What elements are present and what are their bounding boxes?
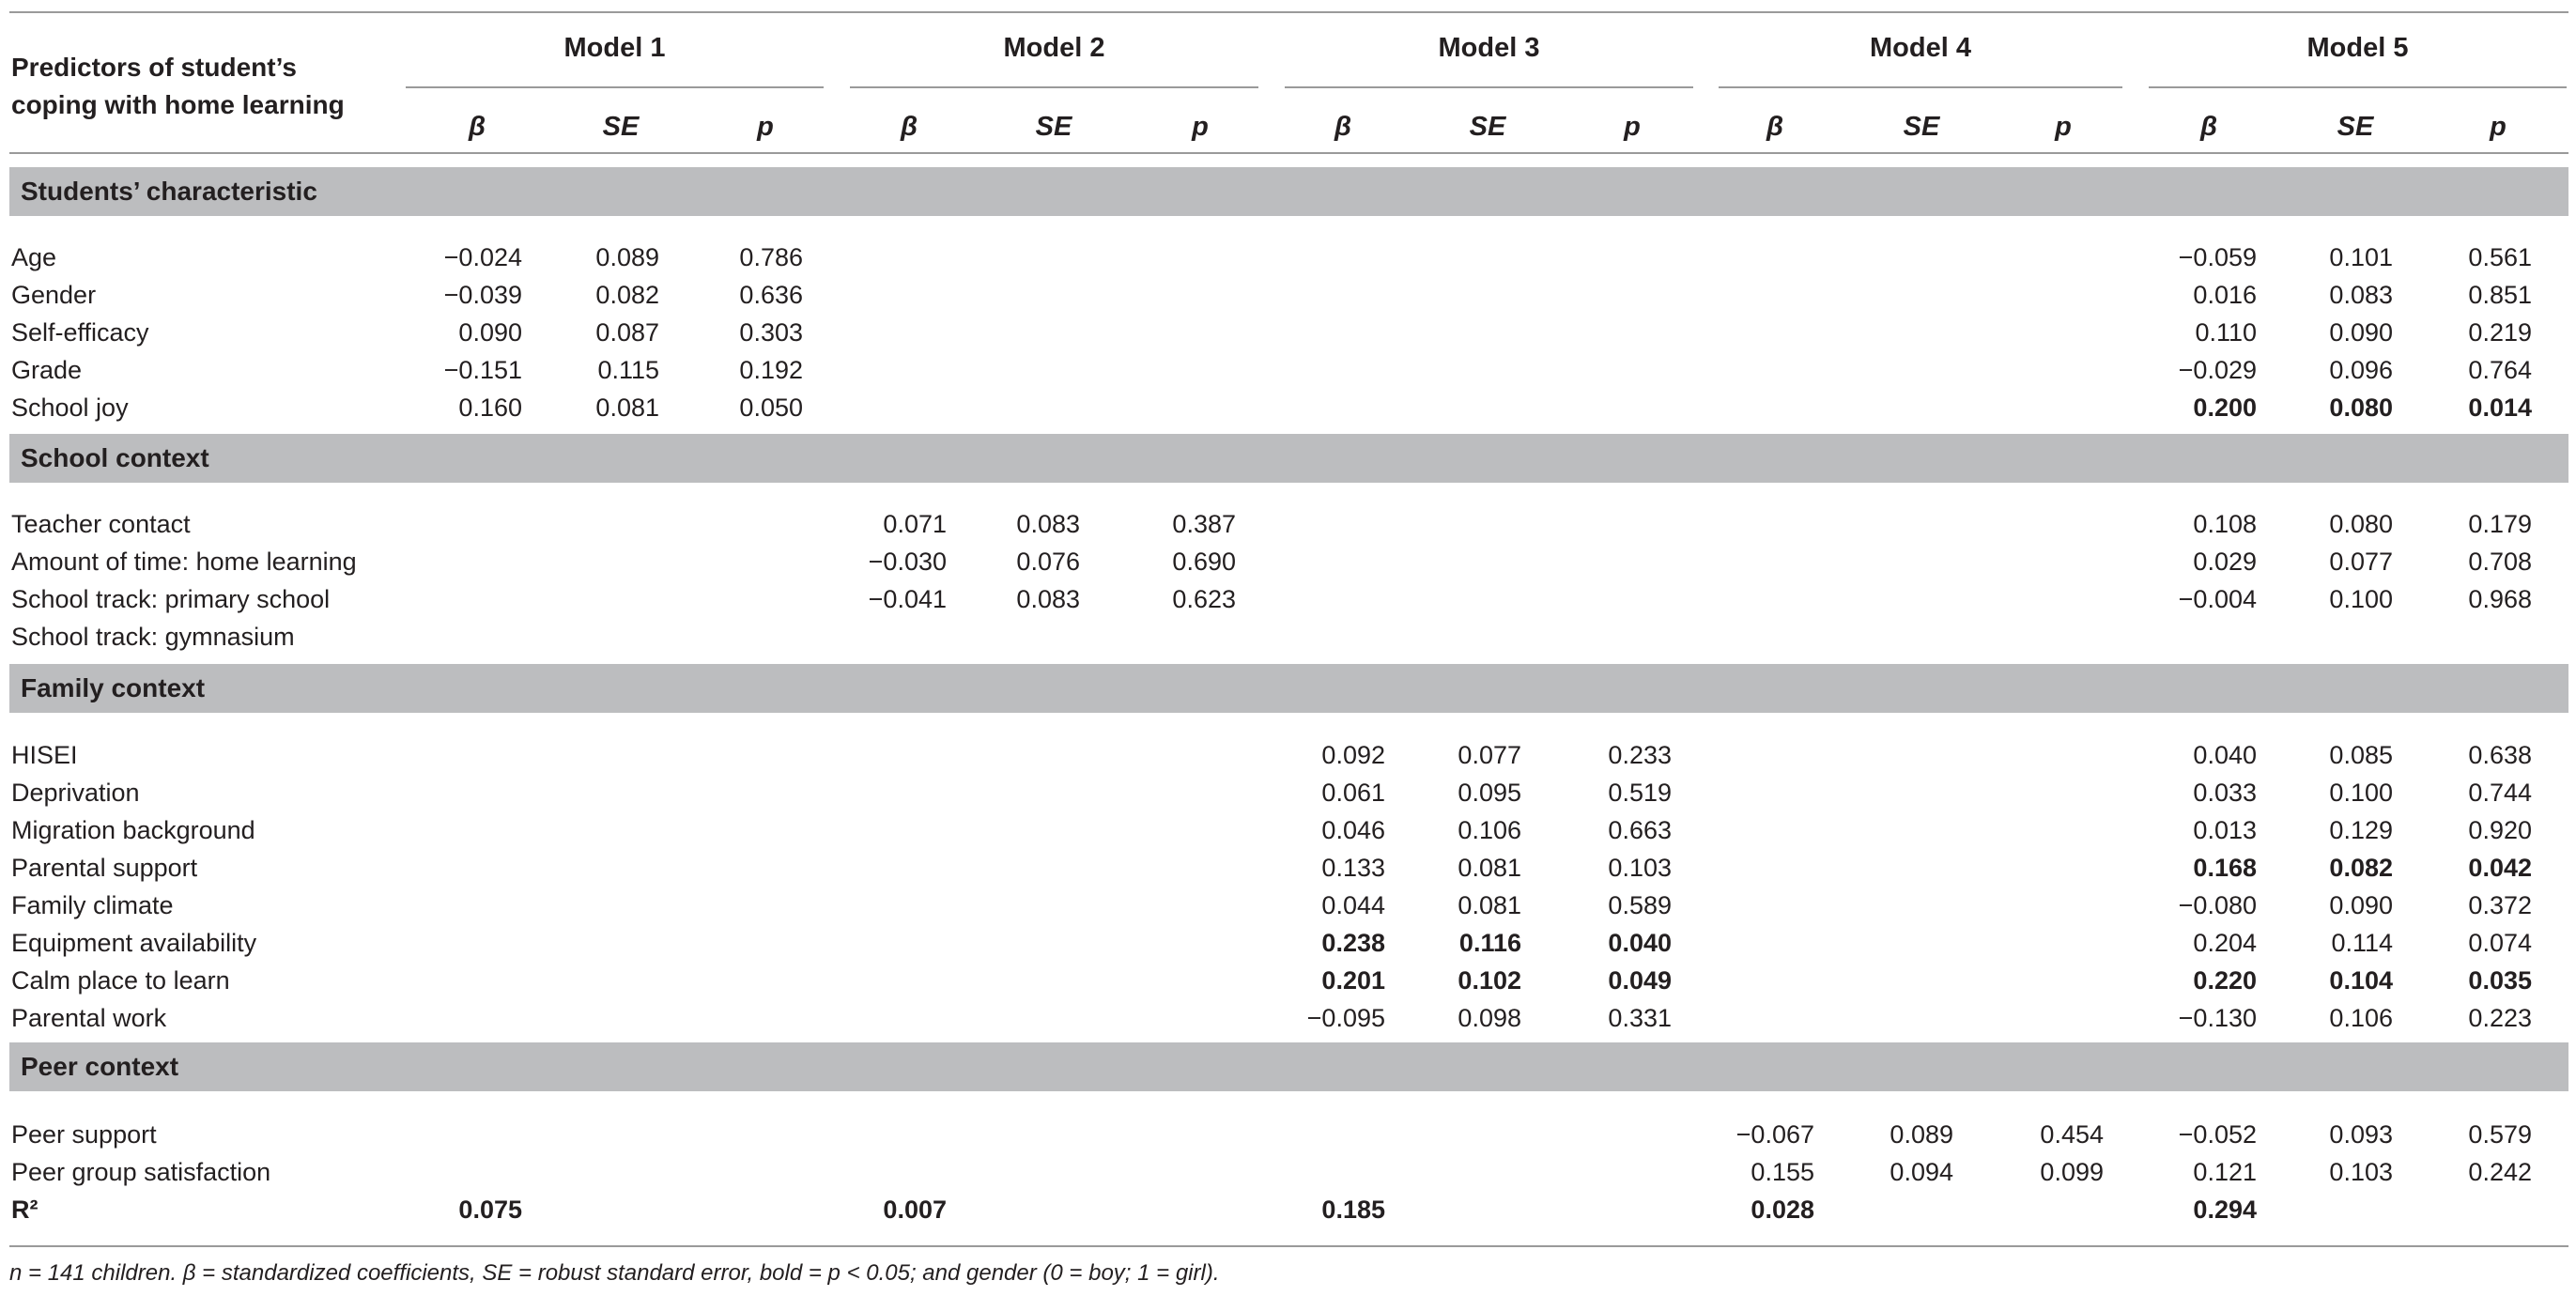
table-cell-model-5-se: 0.093 <box>2329 1120 2393 1149</box>
table-cell-model-5-p: 0.638 <box>2468 741 2532 769</box>
model-4-p-header: p <box>2055 112 2072 142</box>
r2-value-model-3: 0.185 <box>1321 1196 1385 1224</box>
table-cell-model-2-beta: −0.041 <box>868 585 947 613</box>
model-4-header: Model 4 <box>1870 33 1971 63</box>
table-cell-model-5-beta: −0.059 <box>2178 243 2257 271</box>
table-cell-model-2-p: 0.387 <box>1172 510 1236 538</box>
table-cell-model-1-se: 0.082 <box>595 281 659 309</box>
table-cell-model-4-se: 0.094 <box>1890 1158 1953 1186</box>
table-cell-model-5-se: 0.106 <box>2329 1004 2393 1032</box>
table-footnote: n = 141 children. β = standardized coefficients, SE = robust standard error, bold = p < 0.05; and gender (0 = boy; 1 = girl). <box>9 1260 1220 1286</box>
row-label: Parental support <box>11 854 198 882</box>
model-1-beta-header: β <box>469 112 486 142</box>
table-cell-model-5-beta: 0.204 <box>2193 929 2257 957</box>
table-cell-model-5-p: 0.920 <box>2468 816 2532 844</box>
table-cell-model-5-se: 0.083 <box>2329 281 2393 309</box>
model-2-se-header: SE <box>1035 112 1072 142</box>
table-cell-model-5-se: 0.080 <box>2329 393 2393 422</box>
model-5-se-header: SE <box>2337 112 2374 142</box>
table-cell-model-3-beta: 0.092 <box>1321 741 1385 769</box>
table-cell-model-5-beta: 0.200 <box>2193 393 2257 422</box>
model-5-rule <box>2149 86 2567 88</box>
row-label: Self-efficacy <box>11 318 149 347</box>
row-label: Amount of time: home learning <box>11 548 357 576</box>
table-cell-model-2-beta: 0.071 <box>883 510 947 538</box>
table-cell-model-5-p: 0.968 <box>2468 585 2532 613</box>
row-label: Family climate <box>11 891 174 919</box>
table-cell-model-4-beta: −0.067 <box>1735 1120 1814 1149</box>
table-cell-model-3-beta: 0.238 <box>1321 929 1385 957</box>
table-cell-model-5-p: 0.744 <box>2468 779 2532 807</box>
table-cell-model-5-p: 0.579 <box>2468 1120 2532 1149</box>
table-cell-model-5-se: 0.100 <box>2329 585 2393 613</box>
table-cell-model-3-p: 0.331 <box>1608 1004 1672 1032</box>
table-cell-model-1-beta: −0.039 <box>443 281 522 309</box>
table-cell-model-5-beta: −0.004 <box>2178 585 2257 613</box>
table-cell-model-2-se: 0.076 <box>1016 548 1080 576</box>
model-2-rule <box>850 86 1258 88</box>
table-cell-model-3-p: 0.040 <box>1608 929 1672 957</box>
model-1-p-header: p <box>757 112 774 142</box>
section-title: Students’ characteristic <box>21 177 317 206</box>
table-cell-model-1-se: 0.089 <box>595 243 659 271</box>
row-label: Calm place to learn <box>11 966 230 995</box>
table-cell-model-5-p: 0.242 <box>2468 1158 2532 1186</box>
table-top-rule <box>9 11 2568 13</box>
row-label: Peer support <box>11 1120 157 1149</box>
table-cell-model-3-se: 0.077 <box>1458 741 1521 769</box>
table-cell-model-5-p: 0.219 <box>2468 318 2532 347</box>
table-cell-model-5-se: 0.101 <box>2329 243 2393 271</box>
r2-value-model-1: 0.075 <box>458 1196 522 1224</box>
section-title: School context <box>21 443 209 472</box>
table-cell-model-5-se: 0.085 <box>2329 741 2393 769</box>
table-cell-model-3-beta: 0.046 <box>1321 816 1385 844</box>
table-cell-model-2-se: 0.083 <box>1016 510 1080 538</box>
table-cell-model-3-p: 0.663 <box>1608 816 1672 844</box>
table-cell-model-3-se: 0.098 <box>1458 1004 1521 1032</box>
table-cell-model-5-se: 0.104 <box>2329 966 2393 995</box>
model-1-rule <box>406 86 824 88</box>
model-3-se-header: SE <box>1469 112 1506 142</box>
table-cell-model-5-se: 0.082 <box>2329 854 2393 882</box>
section-title: Family context <box>21 673 206 702</box>
model-1-se-header: SE <box>602 112 640 142</box>
table-cell-model-5-beta: −0.080 <box>2178 891 2257 919</box>
table-cell-model-3-p: 0.233 <box>1608 741 1672 769</box>
table-cell-model-3-se: 0.081 <box>1458 891 1521 919</box>
table-cell-model-3-beta: 0.201 <box>1321 966 1385 995</box>
table-cell-model-5-se: 0.103 <box>2329 1158 2393 1186</box>
table-cell-model-3-se: 0.116 <box>1458 929 1521 957</box>
table-cell-model-5-p: 0.179 <box>2468 510 2532 538</box>
table-cell-model-5-se: 0.114 <box>2331 929 2393 957</box>
model-5-beta-header: β <box>2200 112 2217 142</box>
table-cell-model-5-beta: −0.029 <box>2178 356 2257 384</box>
table-cell-model-5-beta: 0.013 <box>2193 816 2257 844</box>
row-label: Peer group satisfaction <box>11 1158 271 1186</box>
row-label: Gender <box>11 281 97 309</box>
table-cell-model-3-p: 0.049 <box>1608 966 1672 995</box>
table-cell-model-5-beta: −0.052 <box>2178 1120 2257 1149</box>
table-cell-model-5-p: 0.035 <box>2468 966 2532 995</box>
predictors-header: Predictors of student’s coping with home learning <box>11 53 345 119</box>
model-5-header: Model 5 <box>2306 33 2409 63</box>
table-cell-model-5-beta: 0.108 <box>2193 510 2257 538</box>
row-label: Deprivation <box>11 779 140 807</box>
section-header <box>9 167 2568 216</box>
r2-value-model-5: 0.294 <box>2193 1196 2257 1224</box>
model-4-beta-header: β <box>1766 112 1783 142</box>
table-cell-model-5-p: 0.851 <box>2468 281 2532 309</box>
model-3-header: Model 3 <box>1438 33 1540 63</box>
table-cell-model-5-p: 0.764 <box>2468 356 2532 384</box>
table-cell-model-3-beta: 0.061 <box>1321 779 1385 807</box>
r2-value-model-4: 0.028 <box>1751 1196 1814 1224</box>
row-label: School joy <box>11 393 129 422</box>
table-cell-model-5-p: 0.014 <box>2468 393 2532 422</box>
table-cell-model-5-beta: 0.033 <box>2193 779 2257 807</box>
table-cell-model-5-beta: 0.168 <box>2193 854 2257 882</box>
row-label: Age <box>11 243 57 271</box>
row-label: Parental work <box>11 1004 167 1032</box>
table-cell-model-3-p: 0.519 <box>1608 779 1672 807</box>
table-cell-model-5-se: 0.100 <box>2329 779 2393 807</box>
table-cell-model-1-p: 0.192 <box>739 356 803 384</box>
table-cell-model-3-beta: −0.095 <box>1306 1004 1385 1032</box>
section-header <box>9 434 2568 483</box>
model-3-rule <box>1285 86 1693 88</box>
model-2-header: Model 2 <box>1003 33 1105 63</box>
table-cell-model-5-beta: 0.029 <box>2193 548 2257 576</box>
table-cell-model-5-beta: 0.040 <box>2193 741 2257 769</box>
table-cell-model-3-p: 0.103 <box>1608 854 1672 882</box>
table-cell-model-1-se: 0.087 <box>595 318 659 347</box>
table-cell-model-3-se: 0.106 <box>1458 816 1521 844</box>
row-label: HISEI <box>11 741 78 769</box>
table-cell-model-1-beta: −0.024 <box>443 243 522 271</box>
table-cell-model-5-se: 0.090 <box>2329 318 2393 347</box>
table-cell-model-1-se: 0.115 <box>597 356 659 384</box>
model-5-p-header: p <box>2490 112 2507 142</box>
r2-value-model-2: 0.007 <box>883 1196 947 1224</box>
table-bottom-rule <box>9 1245 2568 1247</box>
table-cell-model-1-beta: 0.090 <box>458 318 522 347</box>
table-cell-model-5-p: 0.042 <box>2468 854 2532 882</box>
table-cell-model-3-beta: 0.133 <box>1321 854 1385 882</box>
row-label: School track: primary school <box>11 585 331 613</box>
row-label: School track: gymnasium <box>11 623 295 651</box>
row-label: Equipment availability <box>11 929 257 957</box>
table-cell-model-4-p: 0.454 <box>2040 1120 2104 1149</box>
table-cell-model-5-se: 0.077 <box>2329 548 2393 576</box>
table-cell-model-5-beta: 0.220 <box>2193 966 2257 995</box>
row-label: Grade <box>11 356 83 384</box>
table-cell-model-1-p: 0.303 <box>739 318 803 347</box>
table-cell-model-1-p: 0.050 <box>739 393 803 422</box>
table-cell-model-5-se: 0.096 <box>2329 356 2393 384</box>
table-cell-model-5-se: 0.129 <box>2329 816 2393 844</box>
table-cell-model-5-beta: 0.016 <box>2193 281 2257 309</box>
table-cell-model-3-se: 0.081 <box>1458 854 1521 882</box>
model-1-header: Model 1 <box>563 33 666 63</box>
table-cell-model-3-se: 0.102 <box>1458 966 1521 995</box>
table-cell-model-1-p: 0.786 <box>739 243 803 271</box>
table-cell-model-5-se: 0.080 <box>2329 510 2393 538</box>
section-header <box>9 1042 2568 1091</box>
model-3-p-header: p <box>1624 112 1641 142</box>
r2-label: R² <box>11 1196 39 1224</box>
section-header <box>9 664 2568 713</box>
table-cell-model-2-beta: −0.030 <box>868 548 947 576</box>
table-cell-model-5-p: 0.223 <box>2468 1004 2532 1032</box>
table-cell-model-1-beta: 0.160 <box>458 393 522 422</box>
table-cell-model-1-se: 0.081 <box>595 393 659 422</box>
table-cell-model-2-p: 0.690 <box>1172 548 1236 576</box>
row-label: Migration background <box>11 816 255 844</box>
model-4-se-header: SE <box>1903 112 1940 142</box>
table-cell-model-5-p: 0.708 <box>2468 548 2532 576</box>
table-cell-model-5-se: 0.090 <box>2329 891 2393 919</box>
table-cell-model-1-p: 0.636 <box>739 281 803 309</box>
table-cell-model-5-p: 0.372 <box>2468 891 2532 919</box>
table-cell-model-3-p: 0.589 <box>1608 891 1672 919</box>
table-cell-model-5-p: 0.074 <box>2468 929 2532 957</box>
table-cell-model-1-beta: −0.151 <box>443 356 522 384</box>
table-cell-model-5-p: 0.561 <box>2468 243 2532 271</box>
model-3-beta-header: β <box>1334 112 1351 142</box>
table-cell-model-3-beta: 0.044 <box>1321 891 1385 919</box>
model-2-p-header: p <box>1192 112 1209 142</box>
table-cell-model-4-se: 0.089 <box>1890 1120 1953 1149</box>
model-4-rule <box>1719 86 2122 88</box>
section-title: Peer context <box>21 1052 179 1081</box>
table-cell-model-2-p: 0.623 <box>1172 585 1236 613</box>
table-cell-model-4-p: 0.099 <box>2040 1158 2104 1186</box>
table-cell-model-2-se: 0.083 <box>1016 585 1080 613</box>
model-2-beta-header: β <box>901 112 918 142</box>
header-bottom-rule <box>9 152 2568 154</box>
row-label: Teacher contact <box>11 510 191 538</box>
table-cell-model-5-beta: 0.121 <box>2193 1158 2257 1186</box>
table-cell-model-3-se: 0.095 <box>1458 779 1521 807</box>
table-cell-model-4-beta: 0.155 <box>1751 1158 1814 1186</box>
table-cell-model-5-beta: 0.110 <box>2195 318 2257 347</box>
table-cell-model-5-beta: −0.130 <box>2178 1004 2257 1032</box>
